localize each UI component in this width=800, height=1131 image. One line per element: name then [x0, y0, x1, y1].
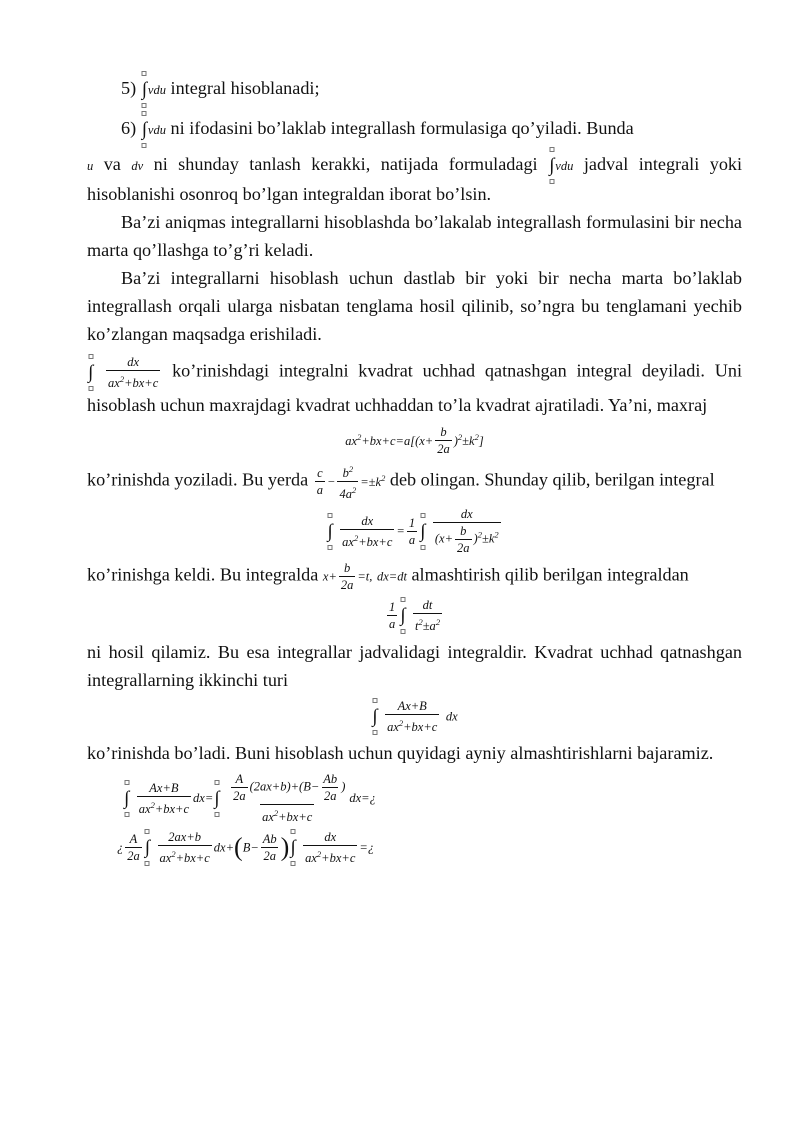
equation-1: [87, 423, 742, 457]
integral-sign: ∫: [214, 789, 219, 808]
fraction: $\frac{dt}{t^2\pm a^2}$: [414, 598, 441, 634]
equation-3: [87, 597, 742, 634]
fraction: $\frac{dx}{ax^2+bx+c}$: [305, 830, 356, 866]
text-va: va: [103, 154, 121, 174]
right-paren: ): [280, 832, 290, 862]
step-text: ni shunday tanlash kerakki, natijada formuladagi: [153, 154, 538, 174]
integral-sign: ∫: [88, 363, 93, 382]
integral-sign: ∫: [124, 789, 129, 808]
fraction: $\frac{2ax+b}{ax^2+bx+c}$: [159, 830, 210, 866]
integral-sign: ∫: [142, 120, 147, 139]
integral-sign: ∫: [327, 522, 332, 541]
paragraph-2: Ba’zi integrallarni hisoblash uchun dastlab bir yoki bir necha marta bo’laklab integrallash orqali ularga nisbatan tenglama hosil qilinib, so’ngra bu tenglamani yechib ko’zlangan maqsadga erishiladi.: [87, 268, 742, 344]
paragraph-5: [87, 560, 742, 593]
math-text: =¿: [359, 841, 375, 855]
denominator: $ax^2+bx+c$: [106, 370, 160, 391]
fraction: $\frac{A}{2a}$ (2ax+b)+(B− $\frac{Ab}{2a}$ ) $ax^2+bx+c$: [233, 772, 346, 825]
paragraph-text: ko’rinishda yoziladi. Bu yerda: [87, 470, 309, 490]
fraction: $\frac{1}{a}$: [388, 600, 396, 632]
paragraph-4: [87, 461, 742, 502]
fraction: $\frac{Ab}{2a}$: [262, 832, 277, 864]
paragraph-text: almashtirish qilib berilgan integraldan: [411, 565, 689, 585]
equation-5: [123, 771, 742, 825]
math-vdu: vdu: [147, 83, 166, 97]
fraction: $\frac{b}{2a}$: [437, 425, 450, 457]
fraction: $\frac{1}{a}$: [408, 515, 416, 547]
inner-fraction: $\frac{Ab}{2a}$: [323, 772, 338, 804]
step-5: [87, 74, 742, 104]
math-text: ¿: [117, 841, 124, 855]
paragraph-text: deb olingan. Shunday qilib, berilgan integral: [389, 470, 715, 490]
eq-rhs: )$^2\pm k^2$]: [453, 432, 484, 448]
minus-sign: −: [327, 475, 336, 489]
numerator: dx: [127, 355, 140, 369]
step-6: [87, 114, 742, 144]
integral-sign: ∫: [420, 522, 425, 541]
integral-sign: ∫: [290, 838, 295, 857]
math-text: dx+: [213, 841, 235, 855]
paragraph-6: ni hosil qilamiz. Bu esa integrallar jadvalidagi integraldir. Kvadrat uchhad qatnashgan integrallarning ikkinchi turi: [87, 642, 742, 691]
eq-lhs: $ax^2+bx+c=a[(x+$: [345, 432, 434, 448]
math-text: dx=¿: [349, 791, 376, 806]
math-dv: dv: [131, 159, 144, 173]
integral-sign: ∫: [145, 838, 150, 857]
step-number: 5): [121, 78, 137, 98]
step-6-cont: [87, 150, 742, 208]
fraction: $\frac{dx}{ax^2+bx+c}$: [342, 513, 393, 549]
paragraph-text: ko’rinishdagi integralni kvadrat uchhad qatnashgan integral deyiladi. Uni hisoblash uchun maxrajdagi kvadrat uchhaddan to’la kvadrat ajratiladi. Ya’ni, maxraj: [87, 360, 743, 415]
step-text: jadval integrali yoki hisoblanishi osonroq bo’lgan integraldan iborat bo’lsin.: [87, 154, 743, 204]
integral-sign: ∫: [142, 80, 147, 99]
equation-2: [87, 506, 742, 556]
inner-fraction: $\frac{b}{2a}$: [457, 524, 470, 556]
fraction: $\frac{A}{2a}$: [127, 832, 140, 864]
fraction: [106, 354, 160, 391]
math-x: x+: [322, 570, 337, 584]
eq-rhs: $=\pm k^2$: [360, 473, 386, 489]
equals-sign: =: [396, 524, 405, 539]
integral-sign: ∫: [372, 707, 377, 726]
math-vdu: vdu: [555, 159, 574, 173]
math-text: B−: [242, 841, 259, 855]
integral-sign: ∫: [400, 606, 405, 625]
step-text: ni ifodasini bo’laklab integrallash formulasiga qo’yiladi. Bunda: [170, 118, 634, 138]
paragraph-3: [87, 354, 742, 419]
document-page: [87, 74, 742, 870]
fraction: $\frac{b^2}{4a^2}$: [339, 464, 357, 502]
fraction: $\frac{Ax+B}{ax^2+bx+c}$: [387, 699, 438, 735]
math-dx: dx: [445, 710, 458, 724]
equation-6: [117, 829, 742, 866]
step-text: integral hisoblanadi;: [170, 78, 320, 98]
math-t: =t,: [357, 570, 373, 584]
paragraph-text: ko’rinishga keldi. Bu integralda: [87, 565, 319, 585]
fraction: $\frac{c}{a}$: [316, 466, 324, 498]
math-vdu: vdu: [147, 123, 166, 137]
step-number: 6): [121, 118, 137, 138]
fraction: $\frac{b}{2a}$: [340, 561, 354, 593]
paragraph-1: Ba’zi aniqmas integrallarni hisoblashda bo’lakalab integrallash formulasini bir necha marta qo’llashga to’g’ri keladi.: [87, 212, 742, 260]
paragraph-7: ko’rinishda bo’ladi. Buni hisoblash uchun quyidagi ayniy almashtirishlarni bajaramiz.: [87, 743, 714, 764]
math-text: dx=: [193, 791, 214, 806]
integral-sign: ∫: [549, 156, 554, 175]
fraction: dx (x+ $\frac{b}{2a}$ )$^2\pm k^2$: [434, 507, 499, 556]
equation-4: [87, 698, 742, 735]
inner-fraction: $\frac{A}{2a}$: [233, 772, 246, 804]
math-dx-dt: dx=dt: [376, 570, 407, 584]
left-paren: (: [234, 832, 243, 862]
math-u: u: [87, 159, 94, 173]
fraction: $\frac{Ax+B}{ax^2+bx+c}$: [138, 780, 190, 816]
